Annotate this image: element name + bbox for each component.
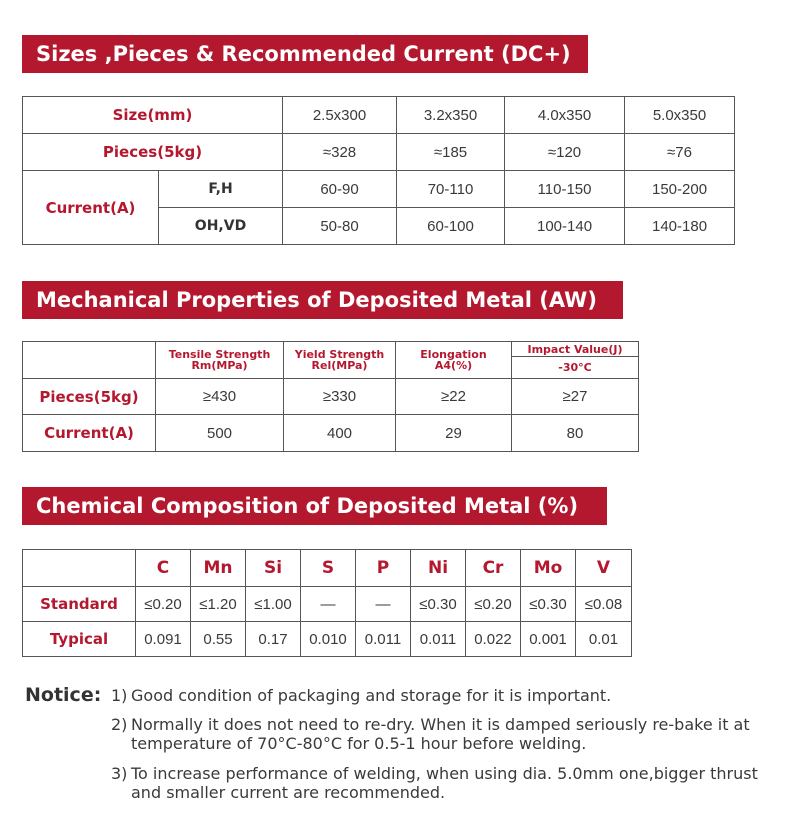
typical-label: Typical <box>23 622 136 657</box>
notice-item-text: Good condition of packaging and storage for it is important. <box>131 686 612 705</box>
pieces-value: ≈76 <box>625 134 735 171</box>
notice-item <box>111 686 791 705</box>
notice-item-number: 1) <box>111 686 128 705</box>
standard-value: ≤0.30 <box>411 587 466 622</box>
mech-value: ≥22 <box>396 379 512 415</box>
sizes-table <box>22 96 735 245</box>
typical-value: 0.011 <box>356 622 411 657</box>
impact-header: Impact Value(J) <box>512 342 639 357</box>
size-value: 3.2x350 <box>397 97 505 134</box>
element-header: Mn <box>191 550 246 587</box>
notice-title: Notice: <box>25 684 102 706</box>
pieces-value: ≈328 <box>283 134 397 171</box>
size-value: 5.0x350 <box>625 97 735 134</box>
mech-row-label: Pieces(5kg) <box>23 379 156 415</box>
notice-item <box>111 764 791 802</box>
mech-value: 500 <box>156 415 284 452</box>
typical-value: 0.55 <box>191 622 246 657</box>
element-header: V <box>576 550 632 587</box>
notice-item-number: 2) <box>111 715 128 734</box>
typical-value: 0.001 <box>521 622 576 657</box>
typical-value: 0.091 <box>136 622 191 657</box>
standard-label: Standard <box>23 587 136 622</box>
standard-value: — <box>301 587 356 622</box>
standard-value: ≤1.20 <box>191 587 246 622</box>
element-header: C <box>136 550 191 587</box>
size-value: 4.0x350 <box>505 97 625 134</box>
standard-value: ≤1.00 <box>246 587 301 622</box>
element-header: Cr <box>466 550 521 587</box>
element-header: Ni <box>411 550 466 587</box>
standard-value: — <box>356 587 411 622</box>
element-header: Si <box>246 550 301 587</box>
mech-section-title: Mechanical Properties of Deposited Metal (AW) <box>22 281 623 319</box>
elongation-header: Elongation A4(%) <box>396 342 512 379</box>
element-header: P <box>356 550 411 587</box>
chem-corner <box>23 550 136 587</box>
mech-value: ≥430 <box>156 379 284 415</box>
standard-value: ≤0.20 <box>136 587 191 622</box>
mech-corner <box>23 342 156 379</box>
current-header: Current(A) <box>23 171 159 245</box>
typical-value: 0.17 <box>246 622 301 657</box>
chem-section-title: Chemical Composition of Deposited Metal (%) <box>22 487 607 525</box>
notice-item-number: 3) <box>111 764 128 783</box>
mech-table <box>22 341 639 452</box>
ohvd-value: 60-100 <box>397 208 505 245</box>
standard-value: ≤0.08 <box>576 587 632 622</box>
fh-value: 150-200 <box>625 171 735 208</box>
standard-value: ≤0.30 <box>521 587 576 622</box>
size-header: Size(mm) <box>23 97 283 134</box>
fh-value: 110-150 <box>505 171 625 208</box>
element-header: S <box>301 550 356 587</box>
pieces-value: ≈120 <box>505 134 625 171</box>
fh-value: 60-90 <box>283 171 397 208</box>
mech-row-label: Current(A) <box>23 415 156 452</box>
mech-value: ≥330 <box>284 379 396 415</box>
sizes-section-title: Sizes ,Pieces & Recommended Current (DC+) <box>22 35 588 73</box>
element-header: Mo <box>521 550 576 587</box>
tensile-header: Tensile Strength Rm(MPa) <box>156 342 284 379</box>
standard-value: ≤0.20 <box>466 587 521 622</box>
fh-label: F,H <box>159 171 283 208</box>
pieces-header: Pieces(5kg) <box>23 134 283 171</box>
ohvd-value: 100-140 <box>505 208 625 245</box>
mech-value: 400 <box>284 415 396 452</box>
ohvd-value: 50-80 <box>283 208 397 245</box>
size-value: 2.5x300 <box>283 97 397 134</box>
typical-value: 0.022 <box>466 622 521 657</box>
typical-value: 0.010 <box>301 622 356 657</box>
chem-table <box>22 549 632 657</box>
notice-item-text: To increase performance of welding, when using dia. 5.0mm one,bigger thrust and smaller current are recommended. <box>131 764 758 802</box>
impact-temp: -30°C <box>512 357 639 379</box>
ohvd-label: OH,VD <box>159 208 283 245</box>
yield-header: Yield Strength Rel(MPa) <box>284 342 396 379</box>
typical-value: 0.01 <box>576 622 632 657</box>
pieces-value: ≈185 <box>397 134 505 171</box>
mech-value: 80 <box>512 415 639 452</box>
typical-value: 0.011 <box>411 622 466 657</box>
notice-item <box>111 715 791 753</box>
fh-value: 70-110 <box>397 171 505 208</box>
mech-value: 29 <box>396 415 512 452</box>
ohvd-value: 140-180 <box>625 208 735 245</box>
notice-item-text: Normally it does not need to re-dry. When it is damped seriously re-bake it at temperature of 70°C-80°C for 0.5-1 hour before welding. <box>131 715 750 753</box>
mech-value: ≥27 <box>512 379 639 415</box>
